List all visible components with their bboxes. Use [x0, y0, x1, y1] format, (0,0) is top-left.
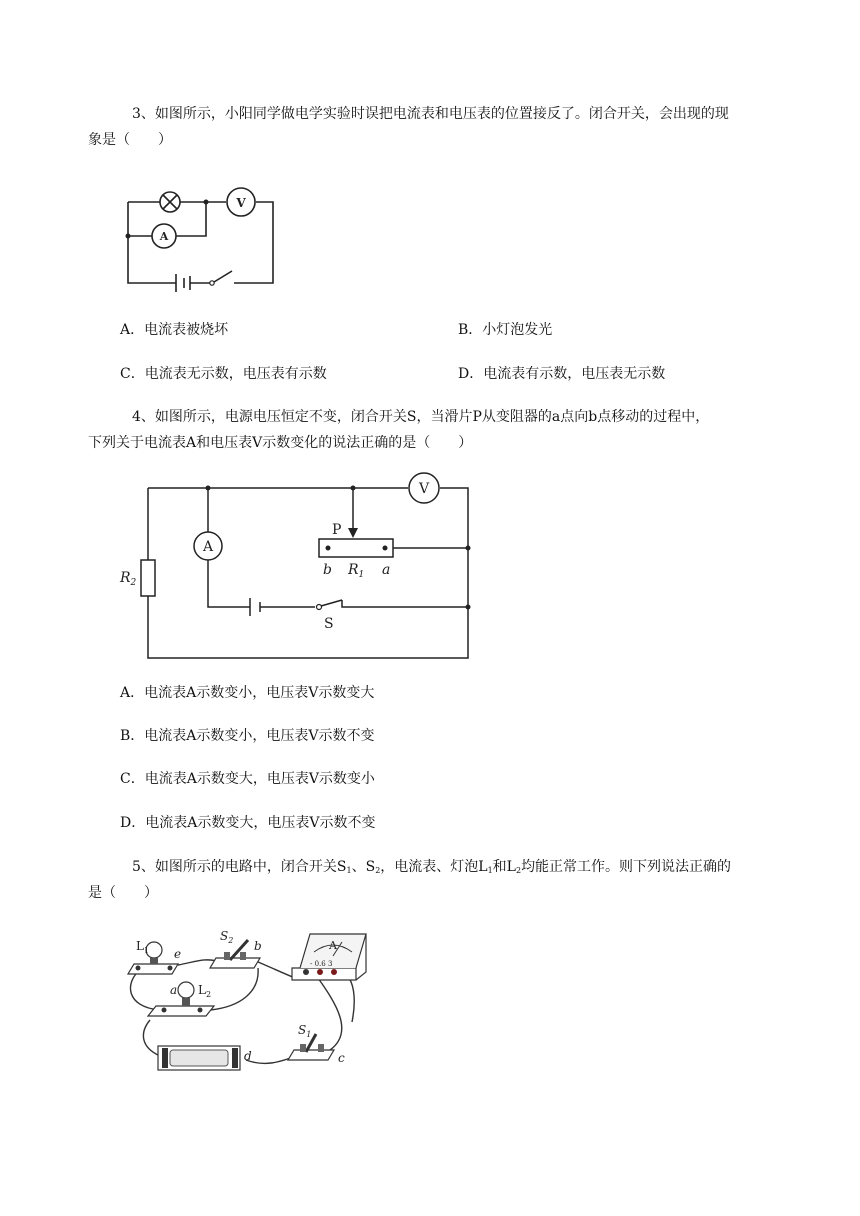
q5-l2-base [148, 1006, 214, 1016]
q4-stem-line2: 下列关于电流表A和电压表V示数变化的说法正确的是（ ） [88, 435, 473, 451]
q4-ammeter-label: A [202, 539, 214, 555]
q4-option-b[interactable]: B．电流表A示数变小，电压表V示数不变 [120, 728, 375, 744]
q5-c-label: c [338, 1051, 345, 1065]
q4-circuit-diagram [110, 470, 470, 670]
q5-b-label: b [254, 939, 262, 953]
q4-r2-resistor [141, 560, 155, 596]
q4-switch-icon [321, 600, 342, 606]
q4-option-c[interactable]: C．电流表A示数变大，电压表V示数变小 [120, 771, 375, 787]
q3-battery-icon [176, 274, 190, 292]
q4-slider-label: P [332, 522, 342, 538]
q5-meter-label: A [329, 939, 337, 952]
svg-text:L1: $L_1$ [136, 939, 150, 955]
q5-e-label: e [174, 947, 182, 961]
q3-stem-line2: 象是（ ） [88, 132, 172, 148]
svg-text:S2: $S_2$ [220, 929, 234, 945]
q3-option-b[interactable]: B．小灯泡发光 [458, 322, 553, 338]
q5-meter-scale: - 0.6 3 [310, 960, 333, 968]
q3-option-a[interactable]: A．电流表被烧坏 [120, 322, 229, 338]
q5-physical-circuit-picture [120, 922, 380, 1082]
q5-stem-line1: 5、如图所示的电路中，闭合开关$S_1$、$S_2$，电流表、灯泡$L_1$和$L_2$均能正常工作。则下列说法正确的 [132, 859, 732, 875]
svg-text:L2: $L_2$ [198, 983, 212, 999]
q3-switch-icon [214, 271, 232, 282]
q4-voltmeter-label: V [418, 481, 430, 497]
q5-a-label: a [170, 983, 178, 997]
q4-switch-label: S [324, 616, 334, 632]
q3-option-d[interactable]: D．电流表有示数，电压表无示数 [458, 366, 666, 382]
q3-circuit-diagram [118, 178, 288, 298]
q4-option-d[interactable]: D．电流表A示数变大，电压表V示数不变 [120, 815, 376, 831]
q3-option-c[interactable]: C．电流表无示数，电压表有示数 [120, 366, 327, 382]
svg-text:R2: $R_2$ [120, 570, 137, 588]
q5-s2-base [210, 958, 260, 968]
svg-text:R1: $R_1$ [348, 562, 365, 580]
q3-voltmeter-label: V [236, 196, 246, 210]
q5-ammeter-icon [292, 968, 356, 980]
q4-stem-line1: 4、如图所示，电源电压恒定不变，闭合开关S，当滑片P从变阻器的a点向b点移动的过程中， [132, 409, 710, 425]
q4-end-a-label: a [382, 562, 391, 578]
svg-text:S1: $S_1$ [298, 1023, 312, 1039]
q3-ammeter-label: A [159, 230, 169, 243]
q4-slider-arrow [348, 528, 358, 538]
q5-s1-base [288, 1050, 334, 1060]
q5-l2-bulb-icon [178, 982, 194, 998]
q4-end-b-label: b [323, 562, 332, 578]
q5-stem-line2: 是（ ） [88, 885, 158, 901]
q4-battery-icon [250, 598, 260, 616]
q4-option-a[interactable]: A．电流表A示数变小，电压表V示数变大 [120, 685, 375, 701]
q5-d-label: d [244, 1049, 252, 1063]
q3-stem-line1: 3、如图所示，小阳同学做电学实验时误把电流表和电压表的位置接反了。闭合开关，会出现的现 [132, 106, 729, 122]
